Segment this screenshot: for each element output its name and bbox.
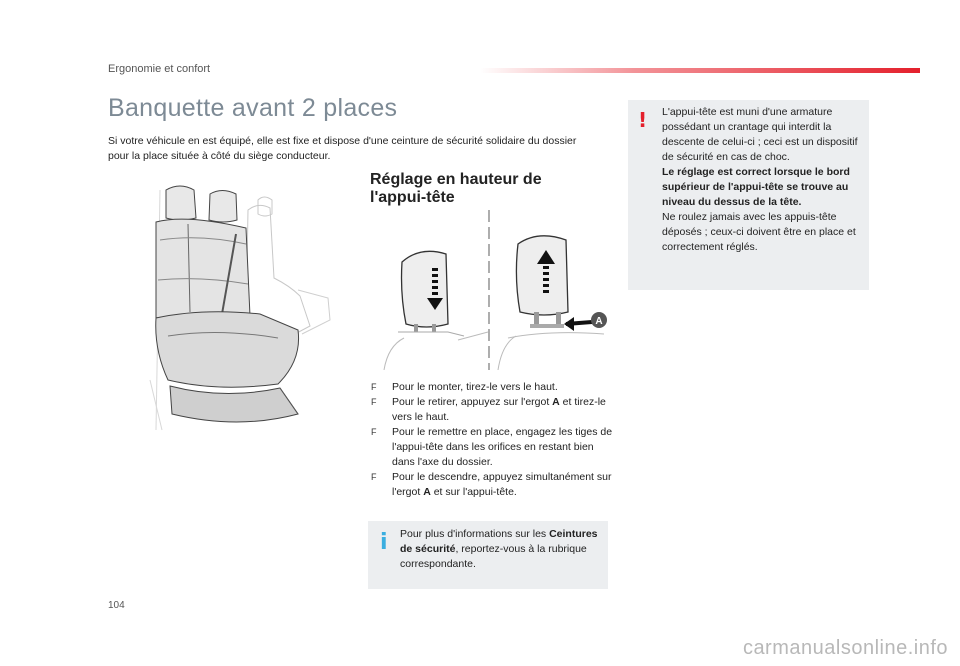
- warning-icon: !: [638, 108, 648, 132]
- page-title: Banquette avant 2 places: [108, 94, 398, 122]
- bullet-icon: F: [371, 397, 377, 407]
- step-2-bold: A: [552, 396, 560, 408]
- subtitle-line-2: l'appui-tête: [370, 189, 455, 206]
- adjustment-steps-list: [368, 380, 613, 500]
- info-text-pre: Pour plus d'informations sur les: [400, 528, 550, 540]
- step-1-text: Pour le monter, tirez-le vers le haut.: [392, 381, 558, 393]
- headrest-adjustment-illustration: [378, 210, 610, 370]
- list-item: [368, 380, 613, 395]
- step-4-text-end: et sur l'appui-tête.: [430, 486, 517, 498]
- list-item: [368, 395, 613, 425]
- warning-text-bold: Le réglage est correct lorsque le bord supérieur de l'appui-tête se trouve au niveau du dessus de la tête.: [662, 166, 850, 208]
- section-subtitle: [370, 171, 590, 207]
- intro-paragraph: Si votre véhicule en est équipé, elle est fixe et dispose d'une ceinture de sécurité solidaire du dossier pour la place située à côté du siège conducteur.: [108, 135, 577, 162]
- step-2-text-end: et tirez-le vers le haut.: [392, 396, 606, 423]
- headrest-raise: [498, 236, 607, 370]
- list-item: [368, 425, 613, 470]
- bullet-icon: F: [371, 382, 377, 392]
- step-4-bold: A: [423, 486, 431, 498]
- info-box: [368, 521, 608, 589]
- bullet-icon: F: [371, 427, 377, 437]
- warning-box: [628, 100, 869, 290]
- list-item: [368, 470, 613, 500]
- watermark: carmanualsonline.info: [742, 637, 948, 659]
- page-number: 104: [108, 600, 125, 611]
- bullet-icon: F: [371, 472, 377, 482]
- header-red-line: [480, 68, 920, 73]
- info-text-post: , reportez-vous à la rubrique correspondante.: [400, 543, 587, 570]
- warning-text-2: Ne roulez jamais avec les appuis-tête déposés ; ceux-ci doivent être en place et correctement réglés.: [662, 211, 856, 253]
- step-3-text: Pour le remettre en place, engagez les tiges de l'appui-tête dans les orifices en restant bien dans l'axe du dossier.: [392, 426, 613, 468]
- headrest-lower: [384, 251, 488, 370]
- subtitle-line-1: Réglage en hauteur de: [370, 171, 542, 188]
- bench-seat-illustration: [148, 180, 340, 440]
- step-2-text: Pour le retirer, appuyez sur l'ergot: [392, 396, 553, 408]
- info-text-bold: Ceintures de sécurité: [400, 528, 598, 555]
- info-icon: i: [380, 530, 388, 555]
- warning-text-1: L'appui-tête est muni d'une armature possédant un crantage qui interdit la descente de celui-ci ; ceci est un dispositif de sécurité en cas de choc.: [662, 106, 858, 163]
- info-text: [400, 527, 602, 572]
- section-header: Ergonomie et confort: [108, 63, 211, 75]
- step-4-text: Pour le descendre, appuyez simultanément sur l'ergot: [392, 471, 612, 498]
- warning-text: [662, 105, 867, 255]
- label-a: A: [595, 316, 603, 327]
